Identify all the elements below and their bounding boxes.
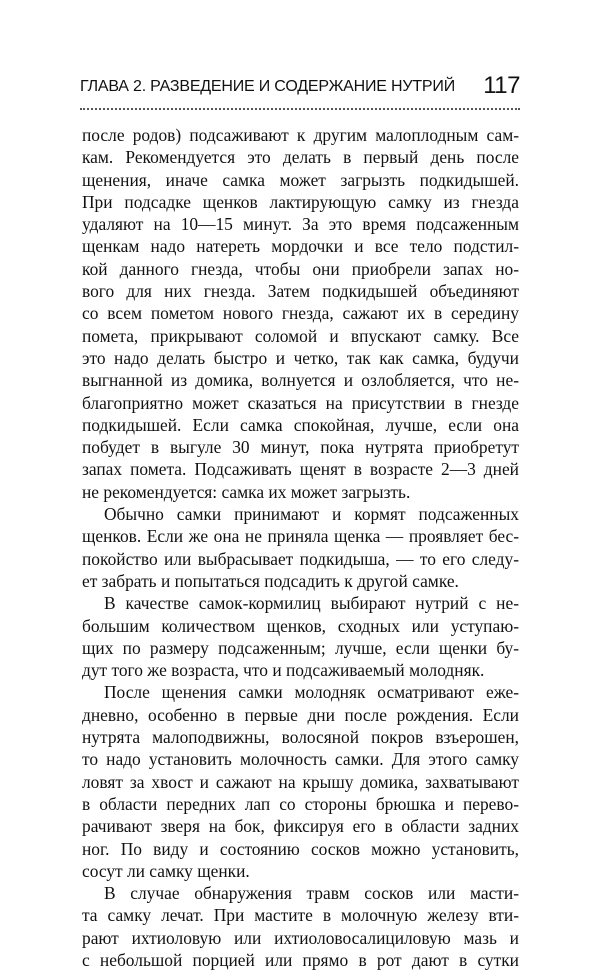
text-line: со всем пометом нового гнезда, сажают их в середину xyxy=(82,303,519,324)
text-line: кой данного гнезда, чтобы они приобрели запах но- xyxy=(82,258,519,279)
text-line: помета, прикрывают соломой и впускают самку. Все xyxy=(82,325,519,346)
text-line: то надо установить молочность самки. Для этого самку xyxy=(82,749,519,770)
text-line: В случае обнаружения травм сосков или масти- xyxy=(104,883,519,904)
text-line: та самку лечат. При мастите в молочную железу вти- xyxy=(82,905,519,926)
text-line: выгнанной из домика, волнуется и озлобляется, что не- xyxy=(82,370,519,391)
text-line: щих по размеру подсаженным; лучше, если щенки бу- xyxy=(82,637,519,658)
text-line: сосут ли самку щенки. xyxy=(82,860,250,881)
text-line: с небольшой порцией или прямо в рот дают в сутки xyxy=(82,949,519,970)
text-line: благоприятно может сказаться на присутствии в гнезде xyxy=(82,392,519,413)
text-line: в области передних лап со стороны брюшка и перево- xyxy=(82,793,519,814)
text-line: рачивают зверя на бок, фиксируя его в области задних xyxy=(82,816,519,837)
page-number: 117 xyxy=(483,72,520,99)
body-text xyxy=(82,124,519,971)
text-line: В качестве самок-кормилиц выбирают нутрий с не- xyxy=(104,593,519,614)
text-line: после родов) подсаживают к другим малоплодным сам- xyxy=(82,125,519,145)
text-line: кам. Рекомендуется это делать в первый день после xyxy=(82,147,519,168)
text-line: щенков. Если же она не приняла щенка — проявляет бес- xyxy=(82,526,519,547)
text-line: ног. По виду и состоянию сосков можно установить, xyxy=(82,838,519,859)
text-line: покойство или выбрасывает подкидыша, — то его следу- xyxy=(82,548,519,569)
text-line: дут того же возраста, что и подсаживаемый молодняк. xyxy=(82,660,485,681)
paragraph xyxy=(82,592,519,681)
text-line: запах помета. Подсаживать щенят в возрасте 2—3 дней xyxy=(82,459,519,480)
paragraph xyxy=(82,882,519,971)
text-line: рают ихтиоловую или ихтиоловосалициловую мазь и xyxy=(82,927,519,948)
text-line: нутрята малоподвижны, волосяной покров взъерошен, xyxy=(82,727,519,748)
text-line: подкидышей. Если самка спокойная, лучше, если она xyxy=(82,414,519,435)
text-line: щенения, иначе самка может загрызть подкидышей. xyxy=(82,169,519,190)
text-line: ловят за хвост и сажают на крышу домика, захватывают xyxy=(82,771,519,792)
text-line: Обычно самки принимают и кормят подсаженных xyxy=(104,504,519,525)
text-line: После щенения самки молодняк осматривают еже- xyxy=(104,682,519,703)
text-line: дневно, особенно в первые дни после рождения. Если xyxy=(82,704,519,725)
paragraph xyxy=(82,681,519,882)
paragraph xyxy=(82,503,519,592)
page-header xyxy=(80,72,520,104)
running-title: ГЛАВА 2. РАЗВЕДЕНИЕ И СОДЕРЖАНИЕ НУТРИЙ xyxy=(80,78,455,95)
paragraph xyxy=(82,124,519,503)
text-line: вого для них гнезда. Затем подкидышей объединяют xyxy=(82,281,519,302)
text-line: не рекомендуется: самка их может загрызть. xyxy=(82,481,411,502)
text-line: ет забрать и попытаться подсадить к другой самке. xyxy=(82,570,459,591)
text-line: это надо делать быстро и четко, так как самка, будучи xyxy=(82,347,519,368)
text-line: удаляют на 10—15 минут. За это время подсаженным xyxy=(82,214,519,235)
text-line: щенкам надо натереть мордочки и все тело подстил- xyxy=(82,236,519,257)
text-line: При подсадке щенков лактирующую самку из гнезда xyxy=(82,191,519,212)
text-line: большим количеством щенков, сходных или уступаю- xyxy=(82,615,519,636)
text-line: побудет в выгуле 30 минут, пока нутрята приобретут xyxy=(82,437,519,458)
header-rule xyxy=(80,108,520,110)
